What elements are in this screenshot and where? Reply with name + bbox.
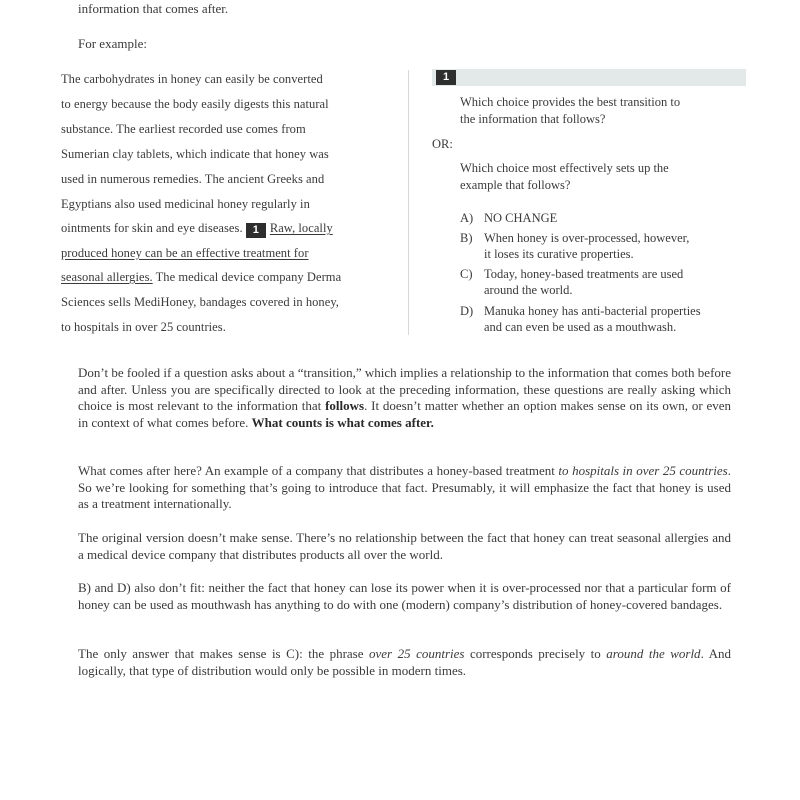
question-number-marker: 1 bbox=[246, 223, 266, 238]
paragraph-text: What comes after here? An example of a company that distributes a honey-based treatment bbox=[78, 463, 559, 478]
question-prompt-2 bbox=[460, 160, 669, 194]
passage-text: ointments for skin and eye diseases. bbox=[61, 221, 243, 235]
option-letter: B) bbox=[460, 231, 473, 245]
question-header-bar bbox=[432, 69, 746, 86]
explanation-paragraph: B) and D) also don’t fit: neither the fact that honey can lose its power when it is over-processed nor that a particular form of honey can be used as mouthwash has anything to do with one (modern) company’s distribution of honey-covered bandages. bbox=[78, 580, 731, 612]
paragraph-text: The only answer that makes sense is C): the phrase bbox=[78, 646, 369, 661]
option-text: Manuka honey has anti-bacterial properties bbox=[484, 304, 701, 318]
explanation-paragraph bbox=[78, 646, 731, 679]
passage-line: Sciences sells MediHoney, bandages covered in honey, bbox=[61, 295, 339, 309]
bold-text: follows bbox=[325, 398, 365, 413]
passage-line: Egyptians also used medicinal honey regularly in bbox=[61, 197, 310, 211]
paragraph-text: . It doesn’t matter whether an option makes sense on its own, or even in context of what comes before. bbox=[78, 398, 732, 430]
prompt-line: the information that follows? bbox=[460, 112, 606, 126]
passage-line: to energy because the body easily digests this natural bbox=[61, 97, 329, 111]
option-letter: D) bbox=[460, 304, 474, 318]
paragraph-text: corresponds precisely to bbox=[464, 646, 607, 661]
passage-line: Sumerian clay tablets, which indicate that honey was bbox=[61, 147, 329, 161]
italic-text: over 25 countries bbox=[369, 646, 465, 661]
option-text: and can even be used as a mouthwash. bbox=[484, 320, 677, 334]
paragraph-text: Don’t be fooled if a question asks about a “transition,” which implies a relationship to the information that comes both before and after. Unless you are specifically directed to look at the preceding information, these questions are really asking which choice is most relevant to the information that bbox=[78, 365, 731, 413]
paragraph-text: . And logically, that type of distribution would only be possible in modern times. bbox=[78, 646, 731, 678]
passage-line: substance. The earliest recorded use comes from bbox=[61, 122, 306, 136]
passage-text: The medical device company Derma bbox=[152, 270, 342, 284]
option-text: When honey is over-processed, however, bbox=[484, 231, 690, 245]
explanation-paragraph bbox=[78, 365, 731, 431]
italic-text: around the world bbox=[606, 646, 701, 661]
prompt-line: example that follows? bbox=[460, 178, 571, 192]
column-divider bbox=[408, 70, 409, 335]
answer-option-b[interactable] bbox=[460, 230, 689, 262]
option-text: around the world. bbox=[484, 283, 573, 297]
option-text: NO CHANGE bbox=[484, 211, 558, 225]
passage-line: The carbohydrates in honey can easily be converted bbox=[61, 72, 323, 86]
explanation-paragraph: The original version doesn’t make sense. There’s no relationship between the fact that honey can treat seasonal allergies and a medical device company that distributes products all over the world. bbox=[78, 530, 731, 562]
bold-text: What counts is what comes after. bbox=[251, 414, 434, 430]
answer-option-c[interactable] bbox=[460, 266, 683, 298]
passage-line: used in numerous remedies. The ancient Greeks and bbox=[61, 172, 325, 186]
option-text: it loses its curative properties. bbox=[484, 247, 634, 261]
or-label: OR: bbox=[432, 137, 453, 151]
question-prompt-1 bbox=[460, 94, 680, 128]
underlined-text: produced honey can be an effective treatment for bbox=[61, 246, 309, 260]
passage-line bbox=[61, 221, 333, 238]
question-number-badge: 1 bbox=[436, 70, 456, 85]
underlined-text: seasonal allergies. bbox=[61, 270, 153, 284]
prompt-line: Which choice provides the best transition to bbox=[460, 95, 681, 109]
answer-option-a[interactable] bbox=[460, 210, 557, 226]
italic-text: to hospitals in over 25 countries bbox=[558, 463, 728, 478]
option-letter: C) bbox=[460, 267, 473, 281]
intro-tail-text: information that comes after. bbox=[78, 1, 229, 16]
passage-line bbox=[61, 270, 341, 285]
option-text: Today, honey-based treatments are used bbox=[484, 267, 684, 281]
prompt-line: Which choice most effectively sets up the bbox=[460, 161, 669, 175]
passage-line: to hospitals in over 25 countries. bbox=[61, 320, 226, 334]
option-letter: A) bbox=[460, 211, 474, 225]
answer-option-d[interactable] bbox=[460, 303, 701, 335]
paragraph-text: . So we’re looking for something that’s going to introduce that fact. Presumably, it will emphasize the fact that honey is used as a treatment internationally. bbox=[78, 463, 731, 511]
for-example-label: For example: bbox=[78, 36, 147, 51]
underlined-text: Raw, locally bbox=[269, 221, 333, 235]
explanation-paragraph bbox=[78, 463, 731, 513]
